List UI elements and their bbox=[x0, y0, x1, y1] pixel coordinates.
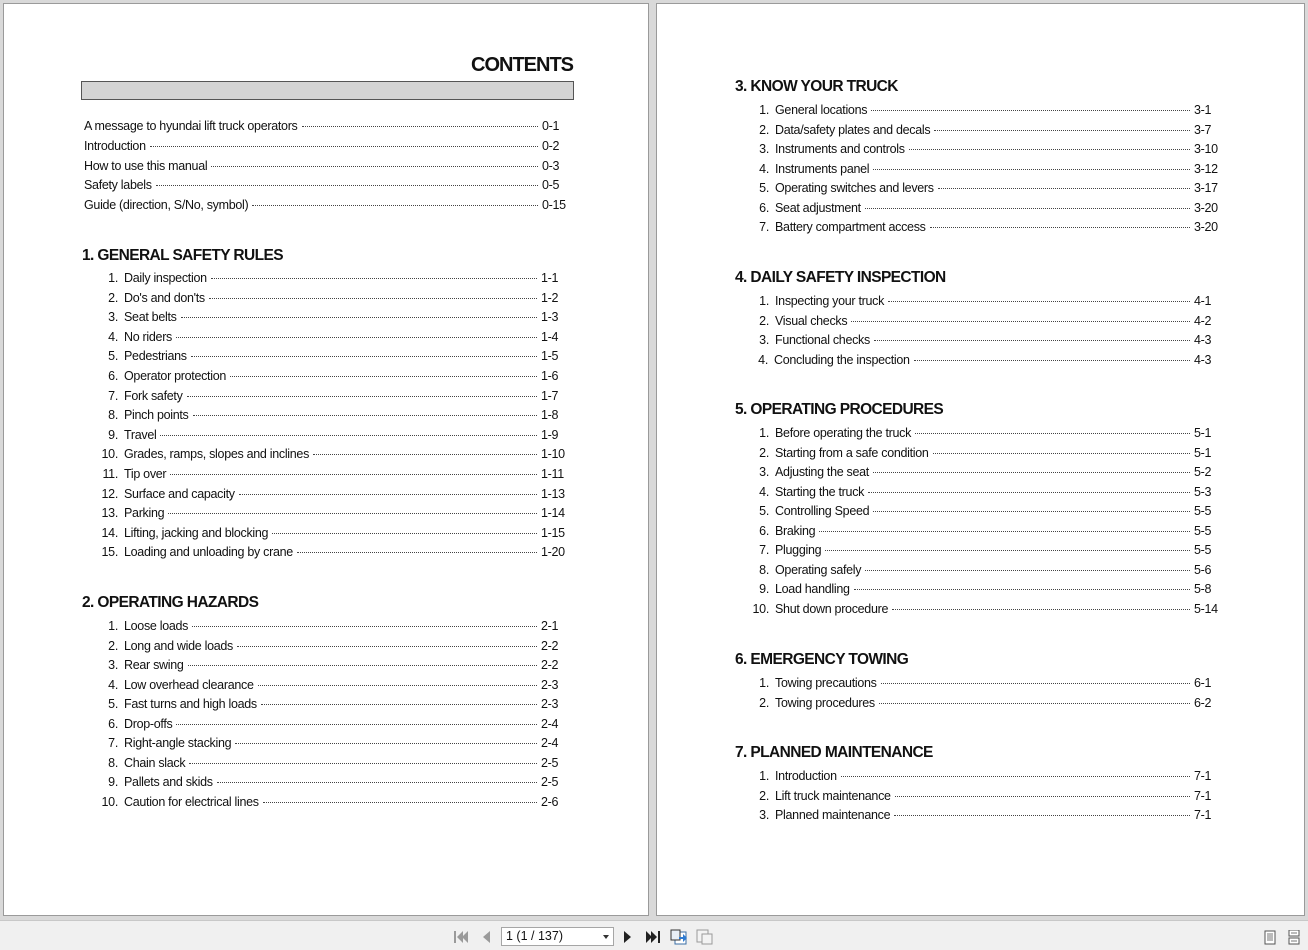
toc-entry-label: Before operating the truck bbox=[775, 426, 912, 440]
toc-entry-page: 4-2 bbox=[1194, 313, 1212, 328]
toc-entry-label: Visual checks bbox=[775, 313, 848, 328]
dot-leader bbox=[297, 552, 537, 553]
toc-entry-label: Load handling bbox=[775, 582, 850, 596]
toc-entry-page: 5-2 bbox=[1194, 465, 1212, 479]
toc-entry-number: 2. bbox=[759, 313, 769, 328]
toc-entry[interactable] bbox=[98, 428, 567, 446]
dot-leader bbox=[895, 796, 1190, 797]
dot-leader bbox=[272, 533, 537, 534]
toc-entry-label: No riders bbox=[124, 329, 173, 344]
toc-entry[interactable] bbox=[98, 447, 567, 465]
toc-entry-number: 1. bbox=[759, 769, 769, 783]
toc-entry[interactable] bbox=[98, 487, 567, 505]
toc-entry-page: 1-14 bbox=[541, 506, 565, 521]
chevron-down-icon bbox=[603, 935, 609, 939]
toc-entry-number: 7. bbox=[108, 736, 118, 751]
previous-page-icon[interactable] bbox=[477, 928, 495, 946]
toc-entry-label: Plugging bbox=[775, 543, 822, 557]
section-heading: 6. EMERGENCY TOWING bbox=[735, 651, 909, 668]
toc-entry-number: 3. bbox=[108, 310, 118, 325]
toc-entry-number: 1. bbox=[759, 294, 769, 308]
toc-entry[interactable] bbox=[98, 526, 567, 544]
dot-leader bbox=[934, 130, 1190, 131]
toc-entry-page: 5-5 bbox=[1194, 504, 1212, 518]
dot-leader bbox=[841, 776, 1190, 777]
dot-leader bbox=[189, 763, 537, 764]
toc-entry[interactable] bbox=[84, 198, 567, 216]
dot-leader bbox=[873, 169, 1190, 170]
toc-entry-label: Loading and unloading by crane bbox=[124, 545, 293, 560]
toc-entry-number: 2. bbox=[108, 290, 118, 305]
dot-leader bbox=[865, 570, 1190, 571]
toc-entry-label: Long and wide loads bbox=[124, 638, 233, 653]
toc-entry-label: Operating safely bbox=[775, 562, 862, 577]
toc-entry[interactable] bbox=[749, 543, 1220, 561]
toc-entry-number: 5. bbox=[759, 504, 769, 518]
toc-entry-number: 9. bbox=[759, 582, 769, 596]
toc-entry[interactable] bbox=[749, 676, 1220, 694]
toc-entry-label: Operator protection bbox=[124, 369, 226, 383]
toc-entry-number: 3. bbox=[759, 142, 769, 156]
toc-entry-page: 7-1 bbox=[1194, 808, 1212, 822]
toc-entry[interactable] bbox=[98, 639, 567, 657]
toc-entry-label: Grades, ramps, slopes and inclines bbox=[124, 447, 310, 462]
dot-leader bbox=[211, 278, 537, 279]
toc-entry[interactable] bbox=[749, 201, 1220, 219]
dot-leader bbox=[176, 724, 537, 725]
toc-entry-page: 4-3 bbox=[1194, 352, 1212, 367]
dot-leader bbox=[191, 356, 537, 357]
toc-entry-label: Pallets and skids bbox=[124, 775, 213, 790]
toc-entry-label: Introduction bbox=[775, 769, 837, 783]
dot-leader bbox=[252, 205, 538, 206]
toc-entry-number: 11. bbox=[102, 467, 118, 481]
toc-entry-page: 5-5 bbox=[1194, 543, 1212, 557]
toc-entry-label: Seat belts bbox=[124, 310, 177, 325]
toc-entry[interactable] bbox=[749, 181, 1220, 199]
toc-entry[interactable] bbox=[749, 333, 1220, 351]
toc-entry-page: 0-1 bbox=[542, 119, 560, 133]
dot-leader bbox=[160, 435, 537, 436]
page-right bbox=[656, 3, 1305, 916]
toc-entry-page: 2-2 bbox=[541, 658, 559, 673]
toc-entry-number: 1. bbox=[108, 619, 118, 633]
dot-leader bbox=[914, 360, 1190, 361]
toc-entry[interactable] bbox=[98, 678, 567, 696]
toc-entry[interactable] bbox=[749, 294, 1220, 312]
dot-leader bbox=[313, 454, 537, 455]
toc-entry-page: 6-1 bbox=[1194, 676, 1212, 690]
page-indicator: 1 (1 / 137) bbox=[506, 929, 563, 943]
toc-entry-page: 0-2 bbox=[542, 138, 560, 153]
toc-entry-label: Pinch points bbox=[124, 408, 189, 423]
dot-leader bbox=[868, 492, 1190, 493]
toc-entry[interactable] bbox=[98, 736, 567, 754]
toc-entry-number: 1. bbox=[108, 271, 118, 285]
toc-entry-label: Inspecting your truck bbox=[775, 294, 885, 308]
dot-leader bbox=[933, 453, 1190, 454]
toc-entry-label: Introduction bbox=[84, 138, 146, 153]
toc-entry-page: 3-17 bbox=[1194, 181, 1218, 195]
toc-entry[interactable] bbox=[749, 103, 1220, 121]
toc-entry-number: 2. bbox=[759, 695, 769, 710]
toc-entry-number: 7. bbox=[759, 220, 769, 234]
toc-entry-page: 1-8 bbox=[541, 408, 559, 423]
first-page-icon[interactable] bbox=[452, 928, 470, 946]
toc-entry-page: 3-10 bbox=[1194, 142, 1218, 156]
dot-leader bbox=[176, 337, 537, 338]
toc-entry[interactable] bbox=[98, 330, 567, 348]
toc-entry[interactable] bbox=[84, 119, 567, 137]
dot-leader bbox=[211, 166, 538, 167]
last-page-icon[interactable] bbox=[644, 928, 662, 946]
toc-entry[interactable] bbox=[749, 220, 1220, 238]
toc-entry-label: Travel bbox=[124, 427, 157, 442]
dot-leader bbox=[892, 609, 1190, 610]
toc-entry-number: 9. bbox=[108, 427, 118, 442]
toc-entry[interactable] bbox=[98, 291, 567, 309]
toc-entry[interactable] bbox=[749, 602, 1220, 620]
toc-entry-page: 1-3 bbox=[541, 310, 559, 325]
dot-leader bbox=[237, 646, 537, 647]
toc-entry-label: Adjusting the seat bbox=[775, 465, 869, 479]
toc-entry[interactable] bbox=[749, 142, 1220, 160]
toc-entry-page: 2-5 bbox=[541, 755, 559, 770]
toc-entry-number: 12. bbox=[101, 486, 118, 501]
toc-entry-number: 4. bbox=[108, 677, 118, 692]
toc-entry-label: Instruments panel bbox=[775, 161, 870, 176]
toc-entry-page: 4-3 bbox=[1194, 333, 1212, 347]
toc-entry-page: 2-3 bbox=[541, 697, 559, 712]
toc-entry[interactable] bbox=[84, 159, 567, 177]
page-title: CONTENTS bbox=[471, 54, 573, 76]
toc-entry-page: 0-3 bbox=[542, 158, 560, 173]
toc-entry-label: Starting from a safe condition bbox=[775, 445, 929, 460]
toc-entry-label: Concluding the inspection bbox=[774, 352, 910, 367]
toc-entry-label: Safety labels bbox=[84, 178, 152, 193]
toc-entry[interactable] bbox=[98, 506, 567, 524]
dot-leader bbox=[874, 340, 1190, 341]
toc-entry[interactable] bbox=[98, 408, 567, 426]
dot-leader bbox=[851, 321, 1190, 322]
toc-entry-label: Braking bbox=[775, 523, 816, 538]
toc-entry-page: 5-14 bbox=[1194, 601, 1218, 616]
dot-leader bbox=[156, 185, 538, 186]
toc-entry-number: 2. bbox=[759, 788, 769, 803]
toc-entry-page: 5-6 bbox=[1194, 562, 1212, 577]
dot-leader bbox=[854, 589, 1190, 590]
toc-entry[interactable] bbox=[749, 582, 1220, 600]
dot-leader bbox=[871, 110, 1190, 111]
toc-entry[interactable] bbox=[84, 139, 567, 157]
dot-leader bbox=[263, 802, 537, 803]
toc-entry-label: Shut down procedure bbox=[775, 601, 889, 616]
toc-entry[interactable] bbox=[749, 696, 1220, 714]
toc-entry-number: 8. bbox=[759, 562, 769, 577]
toc-entry[interactable] bbox=[98, 271, 567, 289]
navigation-toolbar bbox=[0, 920, 1308, 950]
toc-entry-number: 3. bbox=[759, 808, 769, 822]
toc-entry-number: 5. bbox=[759, 181, 769, 195]
toc-entry[interactable] bbox=[749, 465, 1220, 483]
go-forward-icon[interactable] bbox=[696, 928, 714, 946]
toc-entry-number: 6. bbox=[108, 716, 118, 731]
toc-entry-label: General locations bbox=[775, 103, 868, 117]
go-back-icon[interactable] bbox=[670, 928, 688, 946]
toc-entry[interactable] bbox=[749, 314, 1220, 332]
toc-entry-number: 13. bbox=[101, 506, 118, 521]
toc-entry-number: 8. bbox=[108, 408, 118, 423]
toc-entry[interactable] bbox=[754, 353, 1220, 371]
toc-entry-page: 1-5 bbox=[541, 349, 559, 364]
toc-entry-page: 0-15 bbox=[542, 198, 566, 212]
toc-entry-label: Operating switches and levers bbox=[775, 181, 934, 195]
toc-entry-number: 4. bbox=[759, 484, 769, 499]
toc-entry[interactable] bbox=[98, 369, 567, 387]
toc-entry-page: 5-5 bbox=[1194, 523, 1212, 538]
toc-entry-page: 5-3 bbox=[1194, 484, 1212, 499]
toc-entry-label: Towing procedures bbox=[775, 695, 875, 710]
toc-entry-label: Drop-offs bbox=[124, 716, 173, 731]
toc-entry-label: Rear swing bbox=[124, 658, 184, 673]
toc-entry-number: 4. bbox=[758, 352, 768, 367]
toc-entry[interactable] bbox=[98, 756, 567, 774]
toc-entry-number: 8. bbox=[108, 755, 118, 770]
toc-entry-number: 7. bbox=[759, 543, 769, 557]
toc-entry-label: Data/safety plates and decals bbox=[775, 122, 931, 137]
toc-entry[interactable] bbox=[98, 389, 567, 407]
single-page-view-icon[interactable] bbox=[1261, 928, 1279, 946]
dot-leader bbox=[193, 415, 538, 416]
toc-entry-label: Do's and don'ts bbox=[124, 290, 205, 305]
toc-entry-number: 1. bbox=[759, 676, 769, 690]
toc-entry[interactable] bbox=[98, 775, 567, 793]
toc-entry-label: Controlling Speed bbox=[775, 504, 870, 518]
dot-leader bbox=[915, 433, 1190, 434]
toc-entry-number: 6. bbox=[759, 523, 769, 538]
toc-entry-page: 1-4 bbox=[541, 329, 559, 344]
section-heading: 1. GENERAL SAFETY RULES bbox=[82, 247, 283, 264]
toc-entry-page: 1-10 bbox=[541, 447, 565, 462]
section-heading: 2. OPERATING HAZARDS bbox=[82, 594, 259, 611]
toc-entry-number: 1. bbox=[759, 103, 769, 117]
toc-entry-page: 1-11 bbox=[541, 467, 564, 481]
toc-entry-page: 1-2 bbox=[541, 290, 559, 305]
dot-leader bbox=[873, 511, 1190, 512]
toc-entry-number: 3. bbox=[108, 658, 118, 673]
toc-entry[interactable] bbox=[749, 446, 1220, 464]
toc-entry-page: 1-1 bbox=[541, 271, 559, 285]
dot-leader bbox=[168, 513, 537, 514]
dot-leader bbox=[873, 472, 1190, 473]
toc-entry-page: 1-15 bbox=[541, 525, 565, 540]
toc-entry[interactable] bbox=[98, 697, 567, 715]
toc-entry-page: 2-2 bbox=[541, 638, 559, 653]
dot-leader bbox=[302, 126, 538, 127]
toc-entry-page: 2-5 bbox=[541, 775, 559, 790]
toc-entry-label: Daily inspection bbox=[124, 271, 207, 285]
toc-entry[interactable] bbox=[98, 795, 567, 813]
toc-entry[interactable] bbox=[749, 162, 1220, 180]
toc-entry-page: 5-1 bbox=[1194, 426, 1212, 440]
toc-entry-label: Lifting, jacking and blocking bbox=[124, 525, 269, 540]
toc-entry-label: Functional checks bbox=[775, 333, 870, 347]
toc-entry-page: 2-6 bbox=[541, 794, 559, 809]
dot-leader bbox=[235, 743, 537, 744]
toc-entry[interactable] bbox=[749, 769, 1220, 787]
toc-entry-number: 2. bbox=[108, 638, 118, 653]
toc-entry-page: 3-20 bbox=[1194, 220, 1218, 234]
toc-entry-number: 2. bbox=[759, 445, 769, 460]
toc-entry-page: 2-4 bbox=[541, 716, 559, 731]
toc-entry[interactable] bbox=[98, 349, 567, 367]
toc-entry[interactable] bbox=[84, 178, 567, 196]
dot-leader bbox=[825, 550, 1190, 551]
toc-entry-label: Chain slack bbox=[124, 755, 186, 770]
toc-entry[interactable] bbox=[98, 467, 567, 485]
dot-leader bbox=[170, 474, 537, 475]
toc-entry-number: 6. bbox=[108, 369, 118, 383]
toc-entry-label: Seat adjustment bbox=[775, 200, 861, 215]
dot-leader bbox=[150, 146, 538, 147]
toc-entry-number: 14. bbox=[101, 525, 118, 540]
toc-entry-label: Parking bbox=[124, 506, 165, 521]
toc-entry-page: 1-9 bbox=[541, 427, 559, 442]
toc-entry-number: 10. bbox=[752, 601, 769, 616]
toc-entry-label: Fork safety bbox=[124, 388, 183, 403]
toc-entry-page: 1-7 bbox=[541, 388, 559, 403]
toc-entry-number: 4. bbox=[108, 329, 118, 344]
dot-leader bbox=[239, 494, 537, 495]
toc-entry-label: Loose loads bbox=[124, 619, 189, 633]
next-page-icon[interactable] bbox=[619, 928, 637, 946]
dot-leader bbox=[888, 301, 1190, 302]
title-underline-bar bbox=[81, 81, 574, 100]
section-heading: 7. PLANNED MAINTENANCE bbox=[735, 744, 933, 761]
toc-entry-label: Low overhead clearance bbox=[124, 677, 254, 692]
toc-entry[interactable] bbox=[749, 123, 1220, 141]
toc-entry-page: 2-3 bbox=[541, 677, 559, 692]
dot-leader bbox=[894, 815, 1190, 816]
toc-entry-label: Pedestrians bbox=[124, 349, 187, 364]
toc-entry-page: 1-13 bbox=[541, 486, 565, 501]
toc-entry[interactable] bbox=[98, 545, 567, 563]
toc-entry-label: Starting the truck bbox=[775, 484, 865, 499]
toc-entry[interactable] bbox=[749, 426, 1220, 444]
toc-entry[interactable] bbox=[98, 658, 567, 676]
toc-entry[interactable] bbox=[749, 808, 1220, 826]
toc-entry[interactable] bbox=[749, 563, 1220, 581]
toc-entry-number: 9. bbox=[108, 775, 118, 790]
dot-leader bbox=[881, 683, 1190, 684]
dot-leader bbox=[865, 208, 1190, 209]
section-heading: 5. OPERATING PROCEDURES bbox=[735, 401, 944, 418]
toc-entry-page: 2-4 bbox=[541, 736, 559, 751]
toc-entry-page: 7-1 bbox=[1194, 788, 1212, 803]
dot-leader bbox=[879, 703, 1190, 704]
toc-entry[interactable] bbox=[749, 524, 1220, 542]
toc-entry[interactable] bbox=[98, 619, 567, 637]
toc-entry-label: Right-angle stacking bbox=[124, 736, 232, 751]
toc-entry-page: 3-12 bbox=[1194, 161, 1218, 176]
toc-entry-label: Instruments and controls bbox=[775, 142, 905, 156]
dot-leader bbox=[938, 188, 1190, 189]
toc-entry-page: 7-1 bbox=[1194, 769, 1212, 783]
toc-entry-number: 4. bbox=[759, 161, 769, 176]
toc-entry-number: 1. bbox=[759, 426, 769, 440]
dot-leader bbox=[192, 626, 537, 627]
toc-entry[interactable] bbox=[749, 504, 1220, 522]
toc-entry-label: Fast turns and high loads bbox=[124, 697, 257, 712]
toc-entry-page: 0-5 bbox=[542, 178, 560, 193]
toc-entry-page: 5-8 bbox=[1194, 582, 1212, 596]
toc-entry-number: 2. bbox=[759, 122, 769, 137]
toc-entry-page: 3-7 bbox=[1194, 122, 1212, 137]
dot-leader bbox=[188, 665, 537, 666]
toc-entry-number: 10. bbox=[101, 447, 118, 462]
toc-entry-page: 3-20 bbox=[1194, 200, 1218, 215]
page-number-select[interactable] bbox=[501, 927, 614, 946]
dot-leader bbox=[187, 396, 537, 397]
toc-entry-number: 3. bbox=[759, 333, 769, 347]
toc-entry[interactable] bbox=[749, 789, 1220, 807]
toc-entry-label: Planned maintenance bbox=[775, 808, 891, 822]
toc-entry-label: How to use this manual bbox=[84, 158, 208, 173]
toc-entry-label: Battery compartment access bbox=[775, 220, 926, 234]
section-heading: 4. DAILY SAFETY INSPECTION bbox=[735, 269, 946, 286]
dot-leader bbox=[230, 376, 537, 377]
toc-entry-label: Surface and capacity bbox=[124, 486, 235, 501]
dot-leader bbox=[181, 317, 537, 318]
toc-entry-page: 2-1 bbox=[541, 619, 559, 633]
dot-leader bbox=[930, 227, 1190, 228]
page-left bbox=[3, 3, 649, 916]
toc-entry[interactable] bbox=[749, 485, 1220, 503]
toc-entry[interactable] bbox=[98, 717, 567, 735]
dot-leader bbox=[819, 531, 1190, 532]
dot-leader bbox=[909, 149, 1190, 150]
toc-entry[interactable] bbox=[98, 310, 567, 328]
toc-entry-number: 7. bbox=[108, 388, 118, 403]
toc-entry-page: 6-2 bbox=[1194, 695, 1212, 710]
toc-entry-page: 1-20 bbox=[541, 545, 565, 560]
toc-entry-page: 1-6 bbox=[541, 369, 559, 383]
section-heading: 3. KNOW YOUR TRUCK bbox=[735, 78, 898, 95]
toc-entry-page: 3-1 bbox=[1194, 103, 1212, 117]
toc-entry-label: A message to hyundai lift truck operators bbox=[84, 119, 298, 133]
dot-leader bbox=[261, 704, 537, 705]
toc-entry-number: 6. bbox=[759, 200, 769, 215]
toc-entry-number: 15. bbox=[101, 545, 118, 560]
toc-entry-label: Lift truck maintenance bbox=[775, 788, 891, 803]
toc-entry-label: Caution for electrical lines bbox=[124, 794, 259, 809]
dot-leader bbox=[258, 685, 537, 686]
toc-entry-number: 3. bbox=[759, 465, 769, 479]
toc-entry-number: 5. bbox=[108, 349, 118, 364]
continuous-view-icon[interactable] bbox=[1285, 928, 1303, 946]
toc-entry-number: 5. bbox=[108, 697, 118, 712]
dot-leader bbox=[209, 298, 537, 299]
toc-entry-label: Towing precautions bbox=[775, 676, 877, 690]
toc-entry-label: Tip over bbox=[124, 467, 167, 481]
toc-entry-page: 4-1 bbox=[1194, 294, 1212, 308]
toc-entry-label: Guide (direction, S/No, symbol) bbox=[84, 198, 249, 212]
toc-entry-number: 10. bbox=[101, 794, 118, 809]
dot-leader bbox=[217, 782, 537, 783]
toc-entry-page: 5-1 bbox=[1194, 445, 1212, 460]
